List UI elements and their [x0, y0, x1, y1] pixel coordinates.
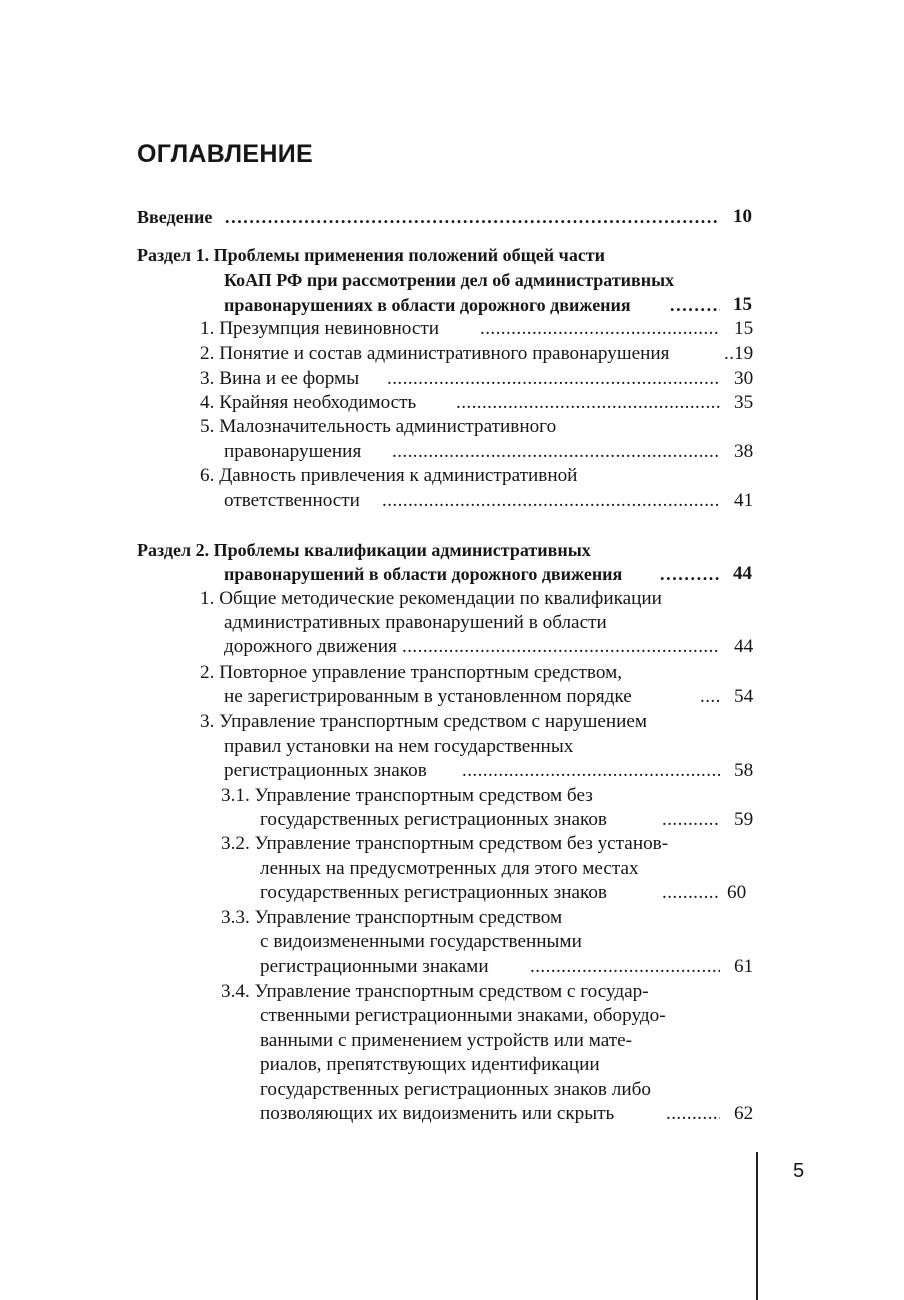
toc-page-number: 38: [734, 441, 754, 462]
toc-leader-dots: [660, 562, 720, 586]
toc-leader-dots: [480, 317, 720, 341]
toc-page-number: 10: [733, 206, 752, 227]
toc-leader-dots: [530, 955, 720, 979]
toc-page-number: 35: [734, 392, 754, 413]
toc-page-number: 60: [727, 882, 747, 903]
toc-leader-dots: [662, 808, 720, 832]
toc-page-number: 15: [733, 294, 752, 315]
toc-page-number: 58: [734, 760, 754, 781]
toc-page-number: 30: [734, 368, 754, 389]
toc-page-number: 19: [734, 343, 754, 364]
toc-page-number: 44: [733, 563, 752, 584]
toc-leader-dots: [700, 685, 720, 709]
toc-leader-dots: [724, 342, 733, 366]
toc-page-number: 54: [734, 686, 754, 707]
toc-page-number: 44: [734, 636, 754, 657]
toc-page-number: 62: [734, 1103, 754, 1124]
toc-leader-dots: [402, 635, 720, 659]
toc-leader-dots: [666, 1102, 720, 1126]
toc-page-number: 15: [734, 318, 754, 339]
toc-leader-dots: [662, 881, 718, 905]
toc-entry-label: Введение: [137, 207, 213, 227]
toc-leader-dots: [456, 391, 720, 415]
toc-leader-dots: [225, 205, 720, 229]
toc-heading: ОГЛАВЛЕНИЕ: [137, 140, 313, 168]
page-margin-rule: [756, 1152, 758, 1300]
toc-leader-dots: [387, 367, 720, 391]
toc-page-number: 41: [734, 490, 754, 511]
toc-page-number: 61: [734, 956, 754, 977]
toc-leader-dots: [392, 440, 720, 464]
toc-page-number: 59: [734, 809, 754, 830]
page-number: 5: [793, 1160, 805, 1182]
toc-leader-dots: [670, 293, 720, 317]
toc-leader-dots: [382, 489, 720, 513]
toc-leader-dots: [462, 759, 720, 783]
